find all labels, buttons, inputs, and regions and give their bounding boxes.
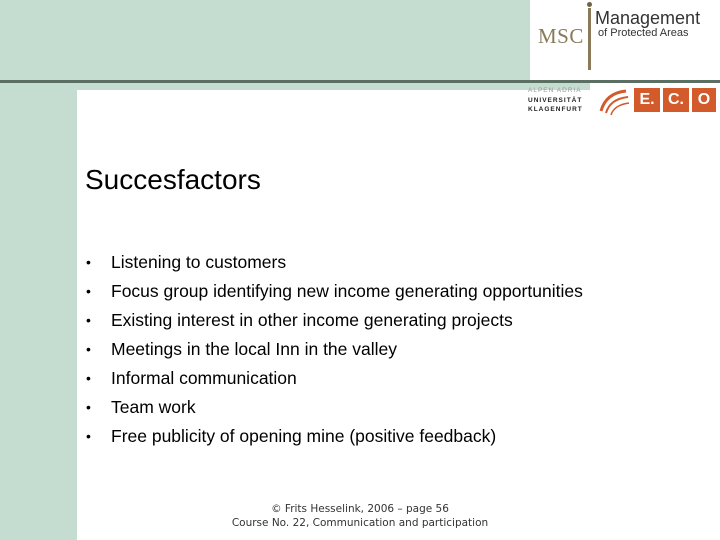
eco-letter-o: O	[692, 88, 716, 112]
eco-letter-c: C.	[663, 88, 689, 112]
msc-bar	[588, 8, 591, 70]
divider-notch	[77, 83, 590, 90]
bullet-text: Team work	[111, 397, 196, 417]
bullet-icon: •	[86, 341, 91, 357]
university-logo	[528, 86, 598, 120]
eco-logo	[634, 88, 716, 112]
university-line-1: ALPEN ADRIA	[528, 87, 582, 94]
msc-logo	[532, 0, 720, 78]
slide-footer	[200, 502, 520, 530]
msc-dot	[587, 2, 592, 7]
msc-title: Management	[595, 8, 701, 28]
bullet-text: Focus group identifying new income generating opportunities	[111, 281, 583, 301]
bullet-text: Listening to customers	[111, 252, 287, 272]
university-line-2: UNIVERSITÄT	[528, 96, 583, 104]
bullet-text: Existing interest in other income generating projects	[111, 310, 513, 330]
footer-course: Course No. 22, Communication and participation	[231, 517, 489, 529]
bullet-icon: •	[86, 370, 91, 386]
msc-subtitle: of Protected Areas	[598, 27, 689, 39]
msc-abbr: MSC	[538, 24, 584, 48]
bullet-icon: •	[86, 254, 91, 270]
bullet-text: Free publicity of opening mine (positive feedback)	[111, 426, 497, 446]
university-arc-icon	[598, 87, 632, 117]
bullet-icon: •	[86, 399, 91, 415]
footer-copyright: © Frits Hesselink, 2006 – page 56	[271, 503, 449, 515]
bullet-icon: •	[86, 428, 91, 444]
side-band	[0, 80, 77, 540]
header-band	[0, 0, 530, 80]
slide-title: Succesfactors	[85, 164, 261, 195]
bullet-icon: •	[86, 283, 91, 299]
bullet-icon: •	[86, 312, 91, 328]
bullet-text: Meetings in the local Inn in the valley	[111, 339, 397, 359]
bullet-text: Informal communication	[111, 368, 297, 388]
university-line-3: KLAGENFURT	[528, 106, 583, 113]
eco-letter-e: E.	[634, 88, 660, 112]
